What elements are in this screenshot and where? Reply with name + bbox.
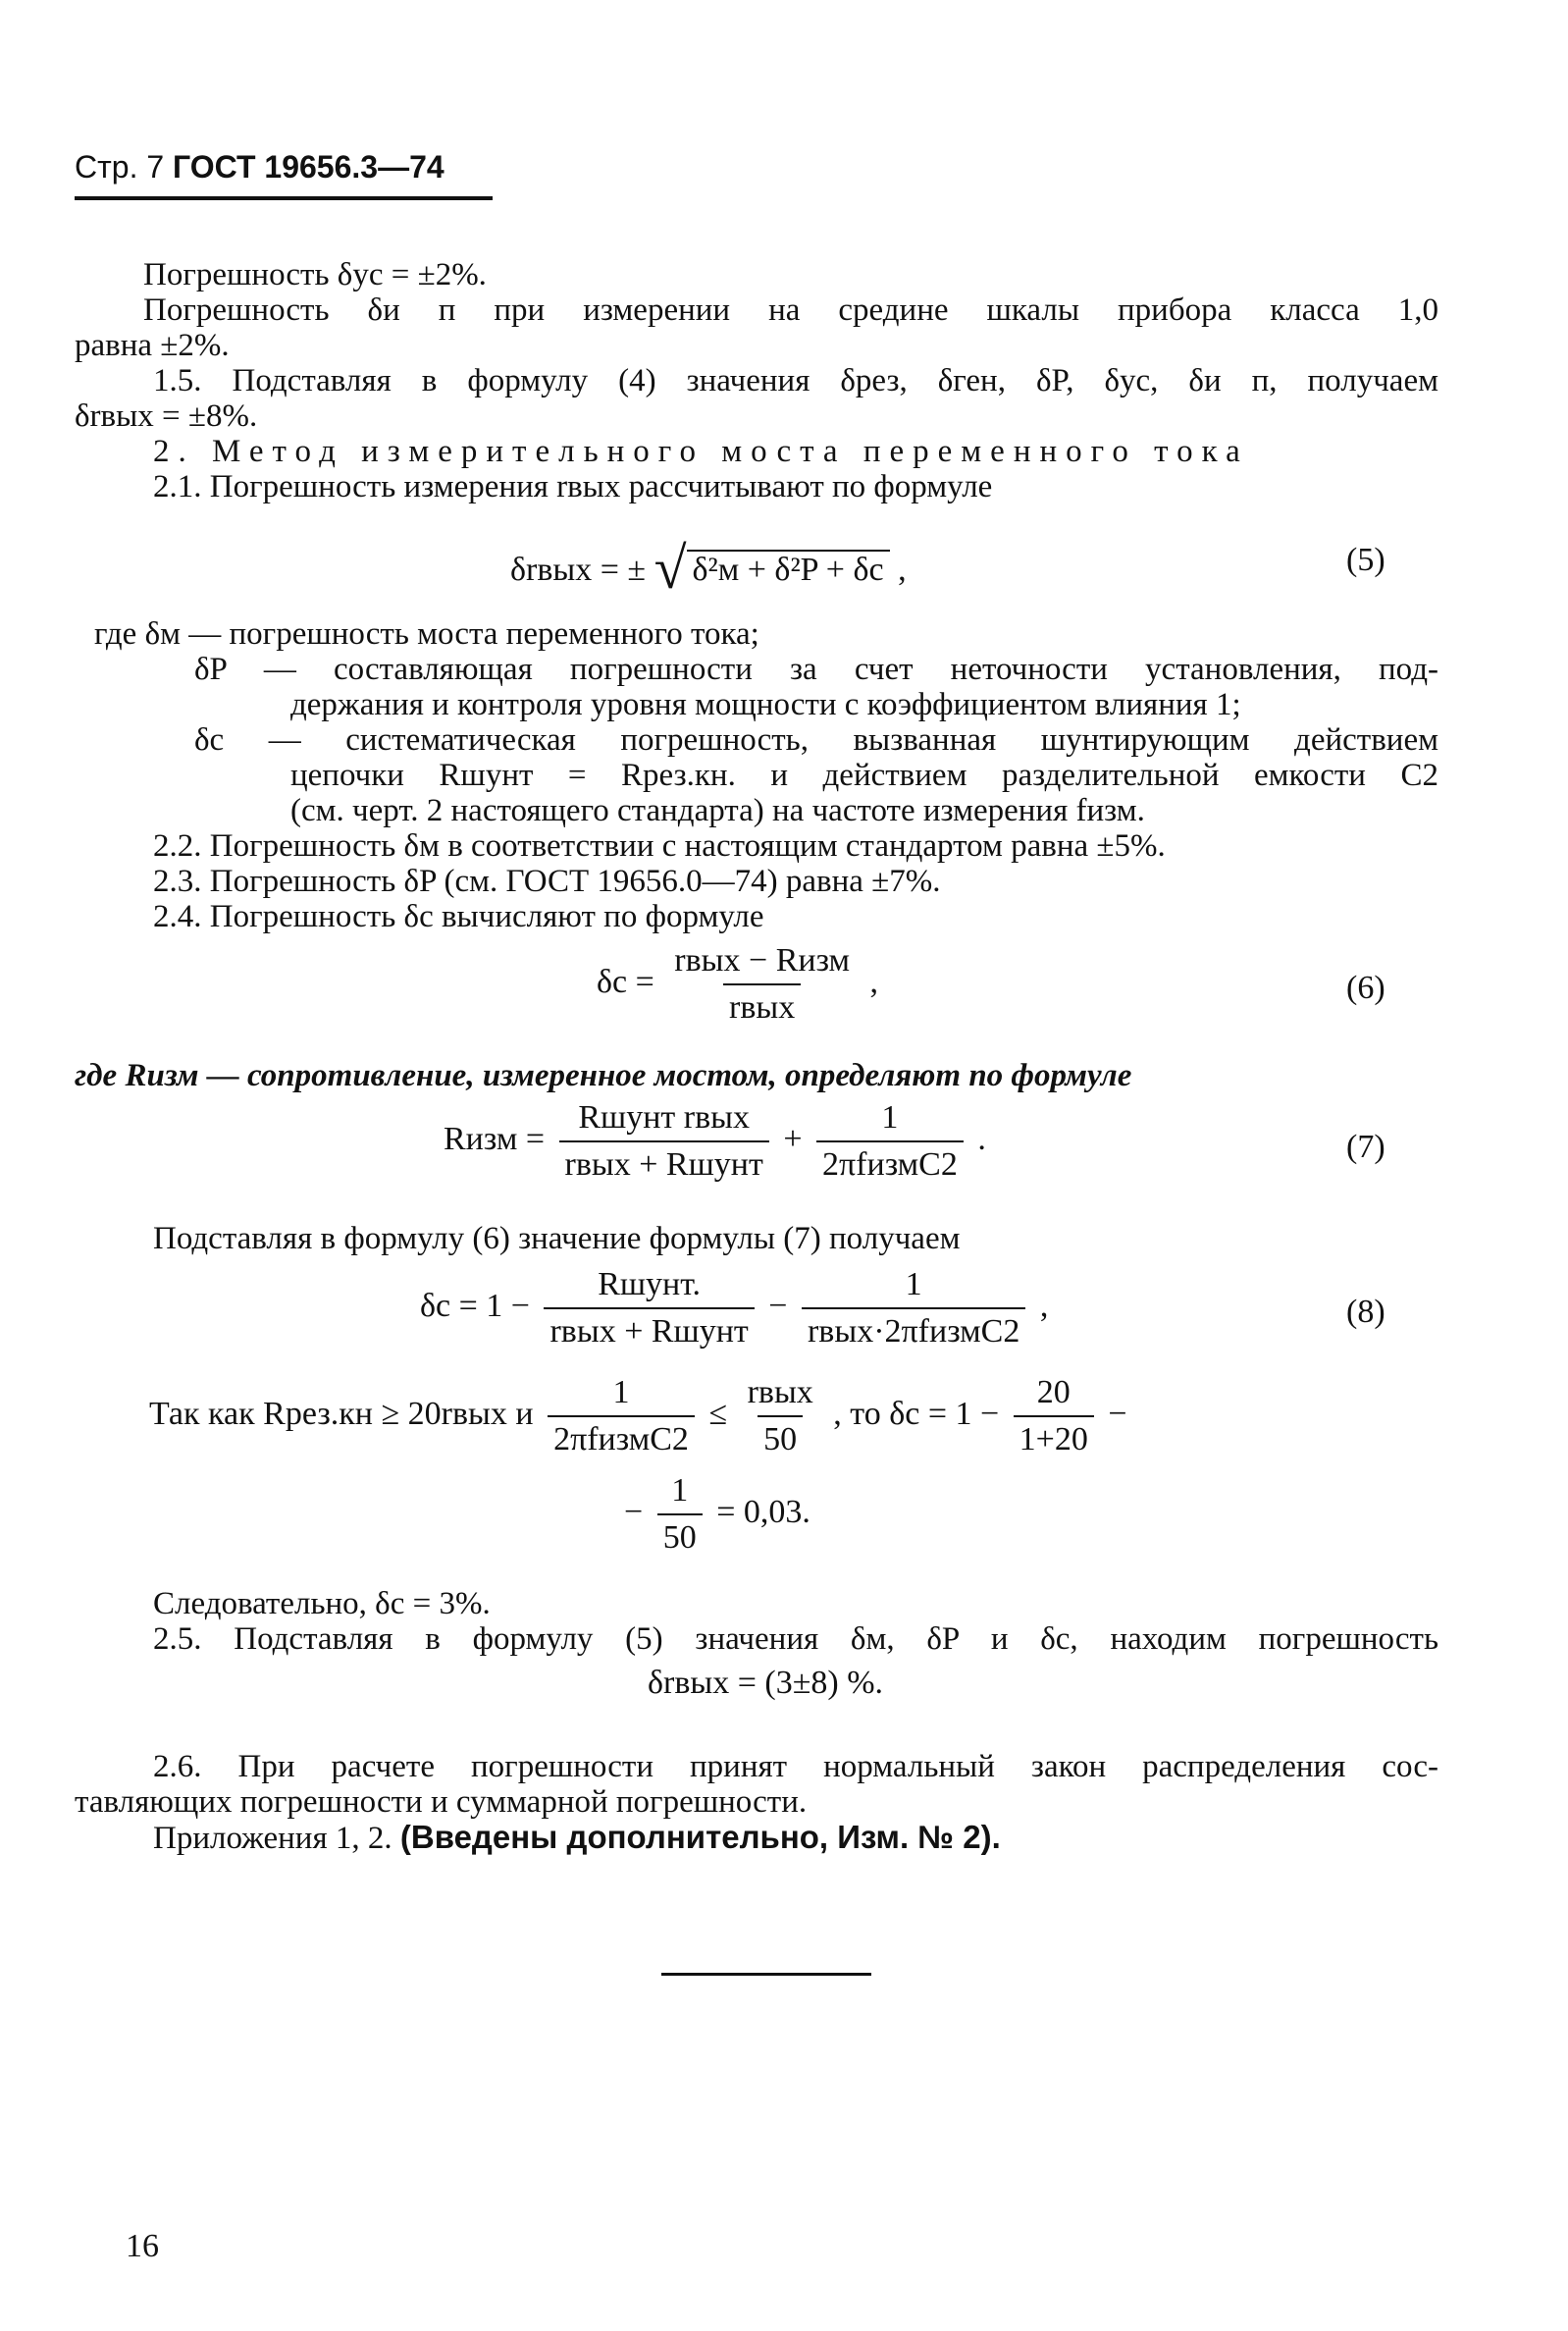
- amendment-note: (Введены дополнительно, Изм. № 2).: [399, 1819, 1001, 1855]
- text-line: Подставляя в формулу (6) значение формулы (7) получаем: [153, 1221, 961, 1256]
- text-line: 2.5. Подставляя в формулу (5) значения δм, δP и δс, находим погрешность: [153, 1621, 1438, 1657]
- header-rule: [75, 196, 493, 200]
- eq5-radicand: δ²м + δ²P + δс: [687, 550, 890, 589]
- equation-number: (6): [1346, 970, 1385, 1006]
- page-header: [75, 149, 444, 185]
- page-number: 16: [126, 2228, 159, 2264]
- text-line: Погрешность δус = ±2%.: [143, 257, 487, 292]
- condition-text: Так как Rрез.кн ≥ 20rвых и: [149, 1395, 534, 1432]
- equation-number: (5): [1346, 542, 1385, 578]
- final-result: δrвых = (3±8) %.: [648, 1665, 884, 1701]
- condition-continuation: − $\frac{1}{50}$ = 0,03.: [624, 1472, 810, 1556]
- text-line: 2.4. Погрешность δс вычисляют по формуле: [153, 899, 764, 934]
- header-doc-id: ГОСТ 19656.3—74: [173, 149, 444, 185]
- text-line: 1.5. Подставляя в формулу (4) значения δрез, δген, δP, δус, δи п, получаем: [153, 363, 1438, 398]
- text-line: 2.3. Погрешность δP (см. ГОСТ 19656.0—74) равна ±7%.: [153, 864, 941, 899]
- equation-number: (7): [1346, 1129, 1385, 1165]
- end-rule: [661, 1973, 871, 1976]
- text-line: 2.6. При расчете погрешности принят нормальный закон распределения сос-: [153, 1749, 1438, 1784]
- definition-line: держания и контроля уровня мощности с коэффициентом влияния 1;: [290, 687, 1241, 722]
- eq8-fraction-1: $\frac{\text{Rшунт.}}{\text{rвых + Rшунт}}$: [544, 1266, 754, 1351]
- definition-line: где δм — погрешность моста переменного тока;: [94, 616, 759, 652]
- text-line: 2.2. Погрешность δм в соответствии с настоящим стандартом равна ±5%.: [153, 828, 1166, 864]
- eq7-fraction-2: $\frac{1}{\text{2πfизмC2}}$: [816, 1099, 964, 1184]
- equation-6: δс = $\frac{\text{rвых − Rизм}}{\text{rвых}}$ ,: [597, 942, 879, 1026]
- appendix-note: [153, 1820, 1001, 1856]
- equation-8: δс = 1 − $\frac{\text{Rшунт.}}{\text{rвых + Rшунт}}$ − $\frac{1}{\text{rвых·2πfизмC2}}$ ,: [420, 1266, 1049, 1350]
- text-line: где Rизм — сопротивление, измеренное мостом, определяют по формуле: [75, 1058, 1132, 1093]
- header-page-ref: Стр. 7: [75, 149, 165, 185]
- text-line: δrвых = ±8%.: [75, 398, 258, 434]
- text-line: 2.1. Погрешность измерения rвых рассчитывают по формуле: [153, 469, 993, 504]
- text-line: равна ±2%.: [75, 328, 230, 363]
- eq6-lhs: δс =: [597, 963, 654, 1000]
- eq8-fraction-2: $\frac{1}{\text{rвых·2πfизмC2}}$: [802, 1266, 1025, 1351]
- eq8-lhs: δс = 1 −: [420, 1287, 530, 1324]
- cond-fraction-3: $\frac{20}{1+20}$: [1014, 1374, 1094, 1458]
- appendix-text: Приложения 1, 2.: [153, 1821, 400, 1856]
- cont-fraction: $\frac{1}{50}$: [657, 1472, 703, 1557]
- equation-number: (8): [1346, 1294, 1385, 1330]
- definition-line: δс — систематическая погрешность, вызванная шунтирующим действием: [194, 722, 1438, 758]
- text-line: Погрешность δи п при измерении на средине шкалы прибора класса 1,0: [143, 292, 1438, 328]
- definition-line: δP — составляющая погрешности за счет неточности установления, под-: [194, 652, 1438, 687]
- definition-line: (см. черт. 2 настоящего стандарта) на частоте измерения fизм.: [290, 793, 1145, 828]
- condition-line: Так как Rрез.кн ≥ 20rвых и $\frac{1}{\text{2πfизмC2}}$ ≤ $\frac{\text{rвых}}{50}$ , то δс = 1 − $\frac{20}{1+20}$ −: [149, 1374, 1127, 1457]
- text-line: тавляющих погрешности и суммарной погрешности.: [75, 1784, 808, 1820]
- text-line: Следовательно, δс = 3%.: [153, 1586, 491, 1621]
- definition-line: цепочки Rшунт = Rрез.кн. и действием разделительной емкости С2: [290, 758, 1438, 793]
- eq6-fraction: $\frac{\text{rвых − Rизм}}{\text{rвых}}$: [674, 942, 851, 1026]
- equation-5: δrвых = ± √ δ²м + δ²P + δс ,: [510, 536, 907, 601]
- eq5-lhs: δrвых = ±: [510, 552, 647, 588]
- section-heading: 2. Метод измерительного моста переменного тока: [153, 434, 1249, 469]
- radical-sign: √: [653, 536, 687, 601]
- equation-7: Rизм = $\frac{\text{Rшунт rвых}}{\text{rвых + Rшунт}}$ + $\frac{1}{\text{2πfизмC2}}$ .: [444, 1099, 986, 1183]
- cond-fraction-2: $\frac{\text{rвых}}{50}$: [747, 1374, 813, 1457]
- eq7-lhs: Rизм =: [444, 1120, 546, 1157]
- eq7-fraction-1: $\frac{\text{Rшунт rвых}}{\text{rвых + Rшунт}}$: [559, 1099, 769, 1184]
- cond-fraction-1: $\frac{1}{\text{2πfизмC2}}$: [548, 1374, 695, 1458]
